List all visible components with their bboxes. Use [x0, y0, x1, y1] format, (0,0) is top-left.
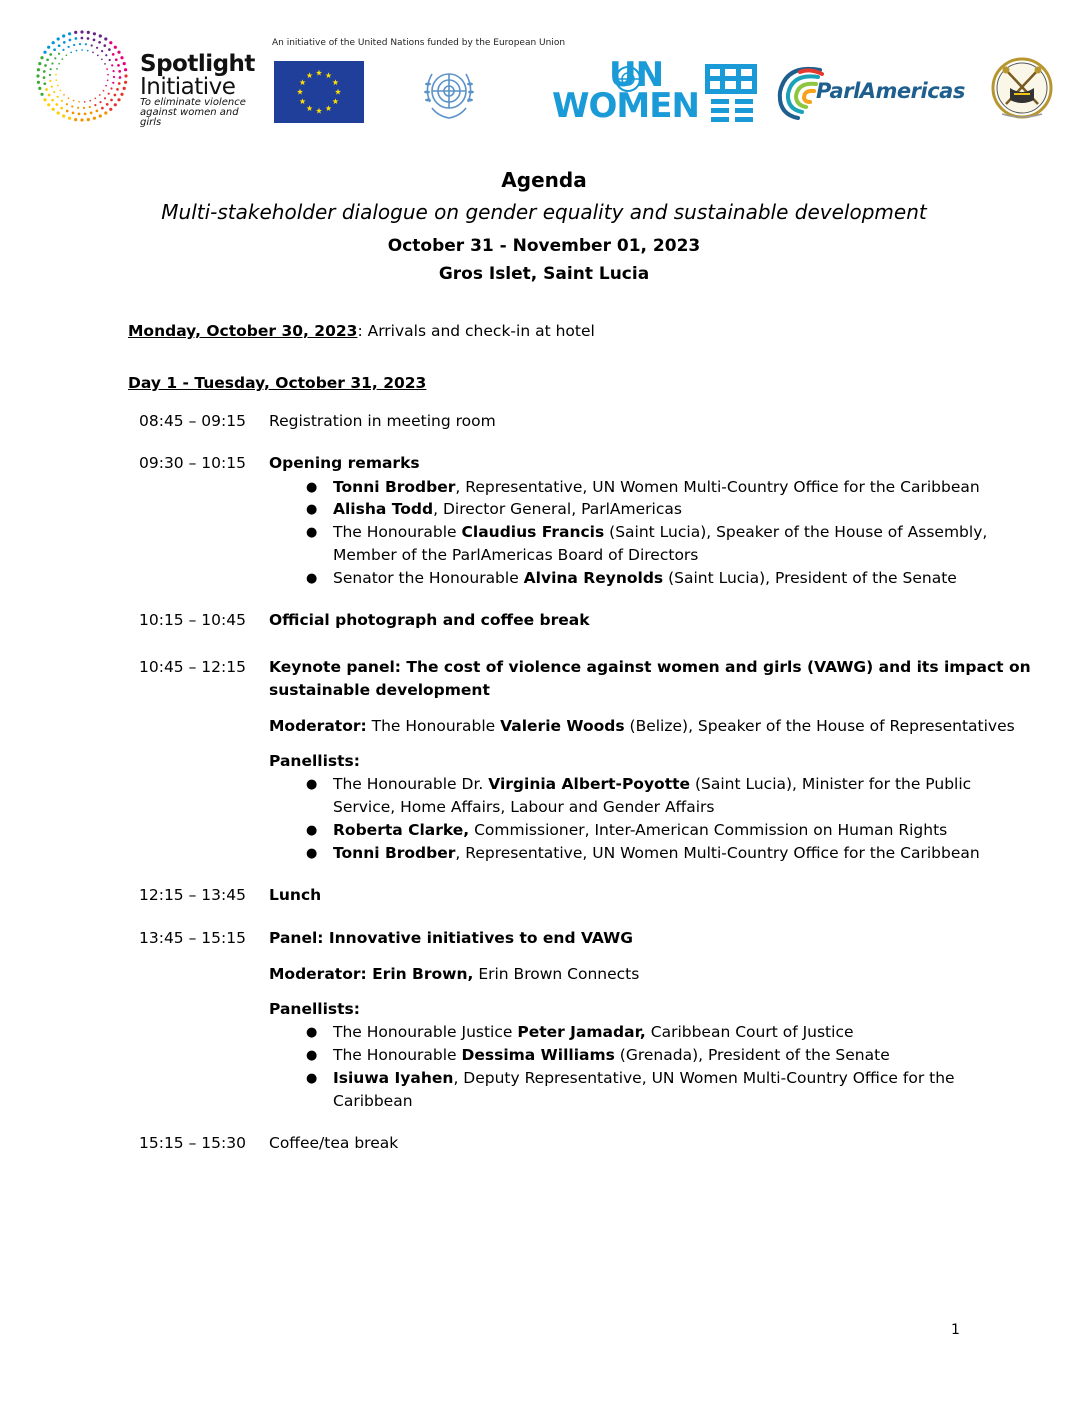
speaker-item: The Honourable Claudius Francis (Saint Lucia), Speaker of the House of Assembly,	[333, 523, 988, 541]
spotlight-wordmark	[140, 52, 255, 128]
spotlight-tagline: To eliminate violence against women and girls	[140, 97, 246, 128]
monday-line	[128, 320, 595, 343]
session-time: 15:15 – 15:30	[139, 1134, 246, 1152]
panellist-item-continued: Service, Home Affairs, Labour and Gender Affairs	[333, 798, 715, 816]
speaker-item: Alisha Todd, Director General, ParlAmericas	[333, 500, 682, 518]
monday-text: : Arrivals and check-in at hotel	[357, 322, 595, 340]
session-time: 12:15 – 13:45	[139, 886, 246, 904]
session-time: 09:30 – 10:15	[139, 454, 246, 472]
panellist-item: Isiuwa Iyahen, Deputy Representative, UN Women Multi-Country Office for the	[333, 1069, 955, 1087]
session-title: Panel: Innovative initiatives to end VAWG	[269, 929, 634, 947]
panellist-item: The Honourable Justice Peter Jamadar, Caribbean Court of Justice	[333, 1023, 854, 1041]
event-location: Gros Islet, Saint Lucia	[438, 264, 650, 284]
eu-un-caption: An initiative of the United Nations funded by the European Union	[272, 38, 566, 48]
bullet-icon: ●	[306, 571, 318, 586]
bullet-icon: ●	[306, 1048, 318, 1063]
session-title-continued: sustainable development	[269, 681, 490, 699]
speaker-item-continued: Member of the ParlAmericas Board of Directors	[333, 546, 699, 564]
bullet-icon: ●	[306, 777, 318, 792]
session-time: 08:45 – 09:15	[139, 412, 246, 430]
session-time: 10:15 – 10:45	[139, 611, 246, 629]
page-number: 1	[951, 1322, 960, 1338]
event-dates: October 31 - November 01, 2023	[387, 236, 701, 256]
un-emblem-icon	[418, 62, 480, 124]
bullet-icon: ●	[306, 1071, 318, 1086]
session-title: Official photograph and coffee break	[269, 611, 590, 629]
panellist-item: The Honourable Dessima Williams (Grenada), President of the Senate	[333, 1046, 890, 1064]
un-women-globe-icon	[613, 64, 643, 94]
session-title: Keynote panel: The cost of violence against women and girls (VAWG) and its impact on	[269, 658, 1031, 676]
bullet-icon: ●	[306, 846, 318, 861]
parlamericas-wordmark: ParlAmericas	[816, 79, 965, 103]
panellist-item: The Honourable Dr. Virginia Albert-Poyotte (Saint Lucia), Minister for the Public	[333, 775, 972, 793]
session-title: Coffee/tea break	[269, 1134, 399, 1152]
spotlight-name-line2: Initiative	[140, 74, 236, 100]
bullet-icon: ●	[306, 502, 318, 517]
day1-label: Day 1 - Tuesday, October 31, 2023	[128, 374, 427, 392]
monday-label: Monday, October 30, 2023	[128, 322, 358, 340]
moderator-line: Moderator: The Honourable Valerie Woods (Belize), Speaker of the House of Representatives	[269, 717, 1015, 735]
page-title: Agenda	[501, 168, 587, 192]
bullet-icon: ●	[306, 525, 318, 540]
un-women-equality-icon	[705, 64, 757, 122]
saint-lucia-crest-icon	[990, 56, 1054, 124]
session-time: 13:45 – 15:15	[139, 929, 246, 947]
speaker-item: Tonni Brodber, Representative, UN Women Multi-Country Office for the Caribbean	[333, 478, 980, 496]
panellist-item: Tonni Brodber, Representative, UN Women Multi-Country Office for the Caribbean	[333, 844, 980, 862]
session-time: 10:45 – 12:15	[139, 658, 246, 676]
page-subtitle: Multi-stakeholder dialogue on gender equality and sustainable development	[161, 200, 927, 224]
un-women-line1: UN	[609, 55, 664, 95]
session-title: Opening remarks	[269, 454, 420, 472]
un-women-line2: WOMEN	[552, 86, 699, 126]
spotlight-logo-ring-icon	[36, 30, 128, 122]
panellists-label: Panellists:	[269, 1000, 360, 1018]
bullet-icon: ●	[306, 823, 318, 838]
session-title: Registration in meeting room	[269, 412, 496, 430]
bullet-icon: ●	[306, 480, 318, 495]
day1-heading	[128, 372, 426, 395]
session-title: Lunch	[269, 886, 322, 904]
panellist-item: Roberta Clarke, Commissioner, Inter-American Commission on Human Rights	[333, 821, 948, 839]
panellists-label: Panellists:	[269, 752, 360, 770]
eu-flag-icon	[274, 61, 364, 123]
spotlight-name-line1: Spotlight	[140, 51, 255, 77]
panellist-item-continued: Caribbean	[333, 1092, 413, 1110]
speaker-item: Senator the Honourable Alvina Reynolds (Saint Lucia), President of the Senate	[333, 569, 957, 587]
moderator-line: Moderator: Erin Brown, Erin Brown Connects	[269, 965, 640, 983]
bullet-icon: ●	[306, 1025, 318, 1040]
